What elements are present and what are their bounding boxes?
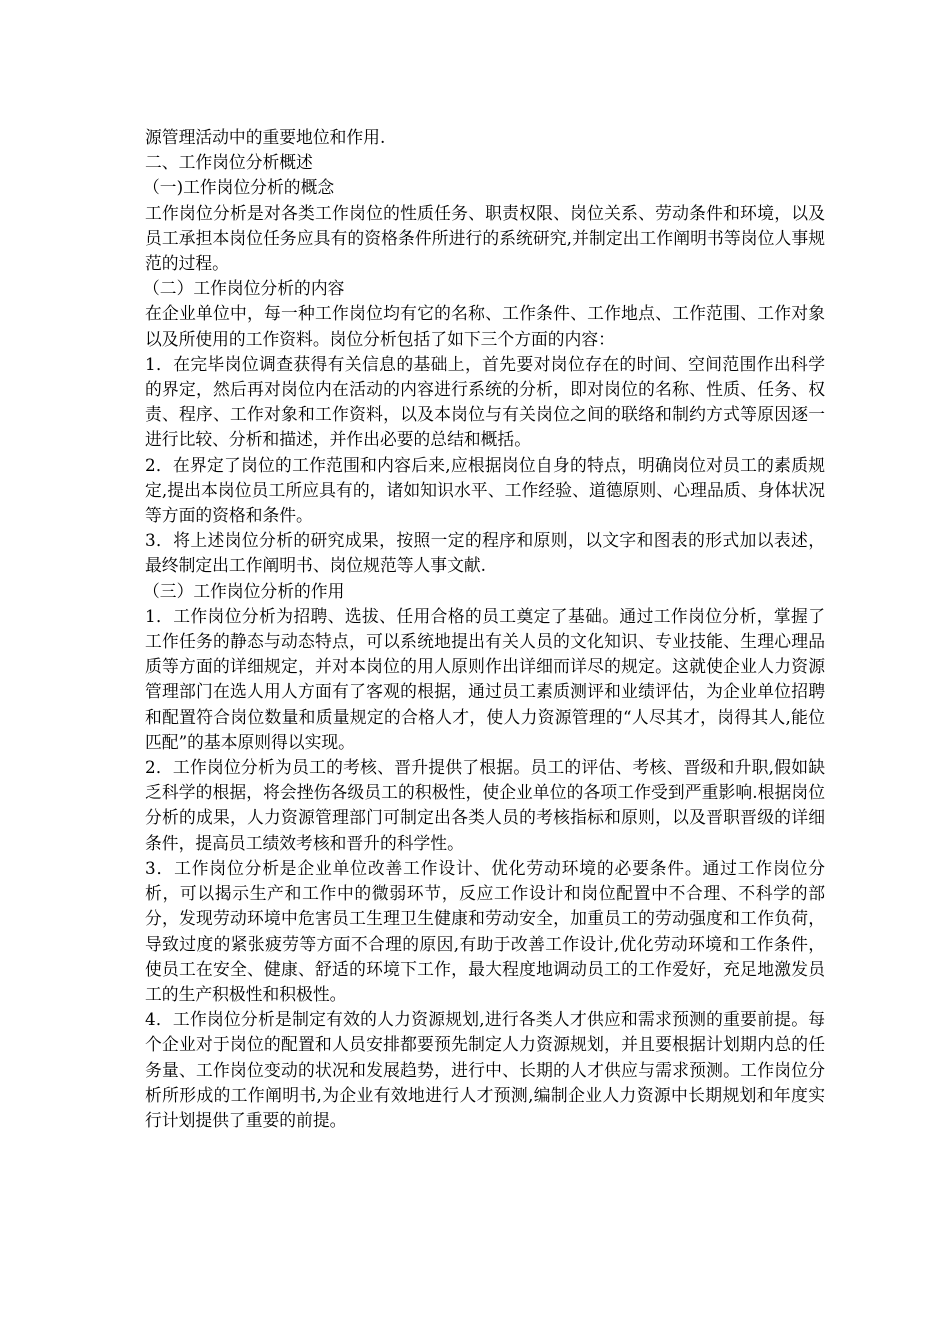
- paragraph-continuation: 源管理活动中的重要地位和作用.: [145, 127, 386, 147]
- document-page: [145, 125, 825, 1133]
- subsection-heading-content: （二）工作岗位分析的内容: [143, 278, 345, 299]
- paragraph-role-item-3: 3．工作岗位分析是企业单位改善工作设计、优化劳动环境的必要条件。通过工作岗位分析，可以揭示生产和工作中的微弱环节，反应工作设计和岗位配置中不合理、不科学的部分，发现劳动环境中危害员工生理卫生健康和劳动安全，加重员工的劳动强度和工作负荷，导致过度的紧张疲劳等方面不合理的原因,有助于改善工作设计,优化劳动环境和工作条件，使员工在安全、健康、舒适的环境下工作，最大程度地调动员工的工作爱好，充足地激发员工的生产积极性和积极性。: [145, 857, 825, 1004]
- paragraph-content-item-2: 2．在界定了岗位的工作范围和内容后来,应根据岗位自身的特点，明确岗位对员工的素质规定,提出本岗位员工所应具有的，诸如知识水平、工作经验、道德原则、心理品质、身体状况等方面的资格和条件。: [145, 454, 825, 526]
- paragraph-role-item-2: 2．工作岗位分析为员工的考核、晋升提供了根据。员工的评估、考核、晋级和升职,假如缺乏科学的根据，将会挫伤各级员工的积极性，使企业单位的各项工作受到严重影响.根据岗位分析的成果，人力资源管理部门可制定出各类人员的考核指标和原则，以及晋职晋级的详细条件，提高员工绩效考核和晋升的科学性。: [145, 757, 825, 853]
- paragraph-content-intro: 在企业单位中，每一种工作岗位均有它的名称、工作条件、工作地点、工作范围、工作对象以及所使用的工作资料。岗位分析包括了如下三个方面的内容：: [145, 303, 825, 349]
- paragraph-role-item-4: 4．工作岗位分析是制定有效的人力资源规划,进行各类人才供应和需求预测的重要前提。每个企业对于岗位的配置和人员安排都要预先制定人力资源规划，并且要根据计划期内总的任务量、工作岗位变动的状况和发展趋势，进行中、长期的人才供应与需求预测。工作岗位分析所形成的工作阐明书,为企业有效地进行人才预测,编制企业人力资源中长期规划和年度实行计划提供了重要的前提。: [145, 1009, 825, 1130]
- section-heading-2: 二、工作岗位分析概述: [145, 152, 313, 173]
- subsection-heading-role: （三）工作岗位分析的作用: [143, 580, 345, 601]
- subsection-heading-concept: （一)工作岗位分析的概念: [143, 177, 335, 198]
- paragraph-role-item-1: 1．工作岗位分析为招聘、选拔、任用合格的员工奠定了基础。通过工作岗位分析，掌握了工作任务的静态与动态特点，可以系统地提出有关人员的文化知识、专业技能、生理心理品质等方面的详细规定，并对本岗位的用人原则作出详细而详尽的规定。这就使企业人力资源管理部门在选人用人方面有了客观的根据，通过员工素质测评和业绩评估，为企业单位招聘和配置符合岗位数量和质量规定的合格人才，使人力资源管理的“人尽其才，岗得其人,能位匹配”的基本原则得以实现。: [145, 605, 825, 752]
- paragraph-content-item-1: 1．在完毕岗位调查获得有关信息的基础上，首先要对岗位存在的时间、空间范围作出科学的界定，然后再对岗位内在活动的内容进行系统的分析，即对岗位的名称、性质、任务、权责、程序、工作对象和工作资料，以及本岗位与有关岗位之间的联络和制约方式等原因逐一进行比较、分析和描述，并作出必要的总结和概括。: [145, 353, 825, 450]
- paragraph-concept: 工作岗位分析是对各类工作岗位的性质任务、职责权限、岗位关系、劳动条件和环境，以及员工承担本岗位任务应具有的资格条件所进行的系统研究,并制定出工作阐明书等岗位人事规范的过程。: [145, 202, 825, 274]
- paragraph-content-item-3: 3．将上述岗位分析的研究成果，按照一定的程序和原则，以文字和图表的形式加以表述，最终制定出工作阐明书、岗位规范等人事文献.: [145, 530, 825, 576]
